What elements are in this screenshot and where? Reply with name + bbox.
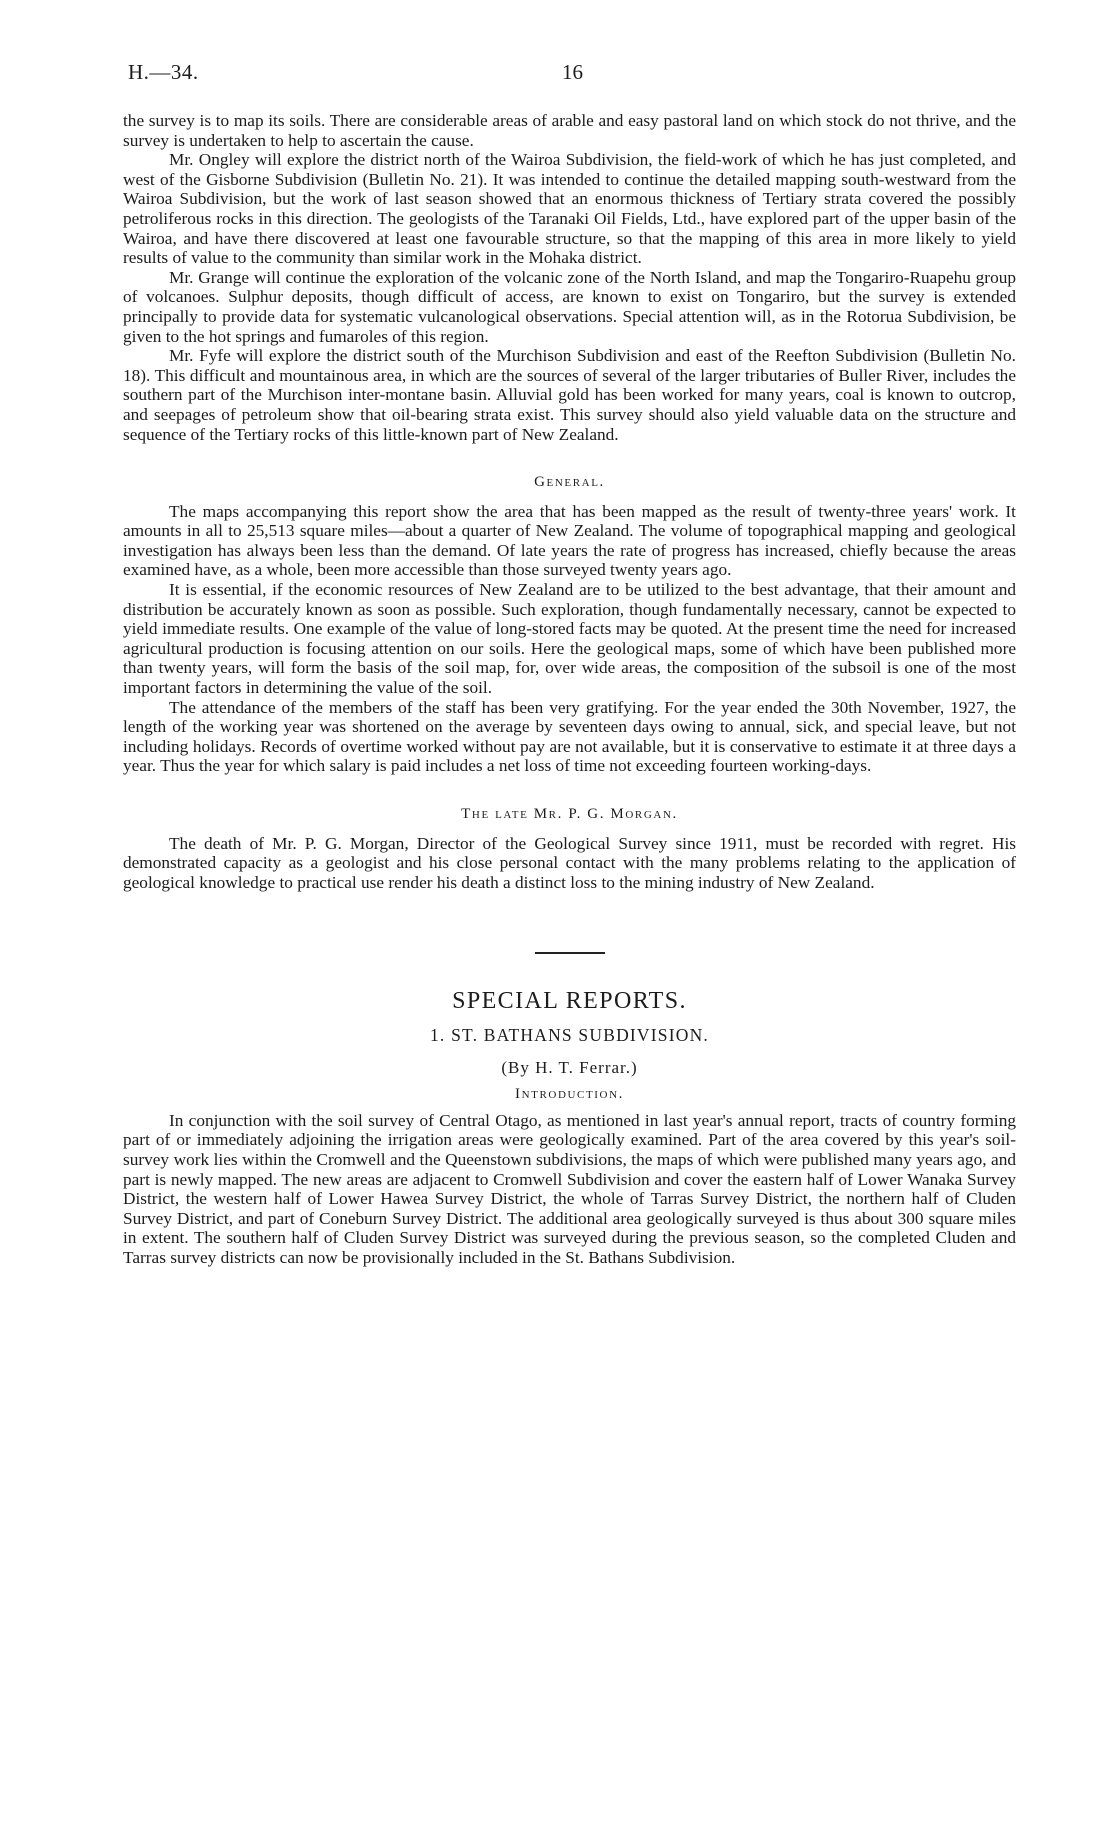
paragraph-introduction: In conjunction with the soil survey of Central Otago, as mentioned in last year's annual report, tracts of country forming part of or immediately adjoining the irrigation areas were geologically examined. Part of the area covered by this year's soil-survey work lies within the Cromwell and the Queenstown subdivisions, the maps of which were published many years ago, and part is newly mapped. The new areas are adjacent to Cromwell Subdivision and cover the eastern half of Lower Wanaka Survey District, the western half of Lower Hawea Survey District, the whole of Tarras Survey District, the northern half of Cluden Survey District, and part of Coneburn Survey District. The additional area geologically surveyed is thus about 300 square miles in extent. The southern half of Cluden Survey District was surveyed during the previous season, so the completed Cluden and Tarras survey districts can now be provisionally included in the St. Bathans Subdivision. xyxy=(123,1110,1016,1267)
special-reports-title: SPECIAL REPORTS. xyxy=(452,988,687,1015)
section-divider xyxy=(535,952,605,954)
page-header xyxy=(128,60,1004,90)
section-heading-general: General. xyxy=(534,474,605,491)
report-reference: H.—34. xyxy=(128,60,199,84)
paragraph-fyfe: Mr. Fyfe will explore the district south of the Murchison Subdivision and east of the Reefton Subdivision (Bulletin No. 18). This difficult and mountainous area, in which are the sources of several of the larger tributaries of Buller River, includes the southern part of the Murchison inter-montane basin. Alluvial gold has been worked for many years, coal is known to outcrop, and seepages of petroleum show that oil-bearing strata exist. This survey should also yield valuable data on the structure and sequence of the Tertiary rocks of this little-known part of New Zealand. xyxy=(123,346,1016,444)
subdivision-title: 1. ST. BATHANS SUBDIVISION. xyxy=(429,1024,710,1045)
paragraph-general-maps: The maps accompanying this report show the area that has been mapped as the result of twenty-three years' work. It amounts in all to 25,513 square miles—about a quarter of New Zealand. The volume of topographical mapping and geological investigation has always been less than the demand. Of late years the rate of progress has increased, chiefly because the areas examined have, as a whole, been more accessible than those surveyed twenty years ago. xyxy=(123,501,1016,580)
paragraph-survey-soils: the survey is to map its soils. There are considerable areas of arable and easy pastoral land on which stock do not thrive, and the survey is undertaken to help to ascertain the cause. xyxy=(123,111,1016,150)
paragraph-general-attendance: The attendance of the members of the staff has been very gratifying. For the year ended the 30th November, 1927, the length of the working year was shortened on the average by seventeen days owing to annual, sick, and special leave, but not including holidays. Records of overtime worked without pay are not available, but it is conservative to estimate it at three days a year. Thus the year for which salary is paid includes a net loss of time not exceeding fourteen working-days. xyxy=(123,697,1016,776)
section-heading-late-morgan: The late Mr. P. G. Morgan. xyxy=(461,806,678,822)
page-body xyxy=(123,111,1016,1268)
report-author: (By H. T. Ferrar.) xyxy=(501,1057,638,1077)
introduction-heading: Introduction. xyxy=(515,1086,624,1103)
paragraph-general-resources: It is essential, if the economic resources of New Zealand are to be utilized to the best advantage, that their amount and distribution be accurately known as soon as possible. Such exploration, though fundamentally necessary, cannot be expected to yield immediate results. One example of the value of long-stored facts may be quoted. At the present time the need for increased agricultural production is focusing attention on our soils. Here the geological maps, some of which have been published more than twenty years, will form the basis of the soil map, for, over wide areas, the composition of the subsoil is one of the most important factors in determining the value of the soil. xyxy=(123,580,1016,698)
page-number: 16 xyxy=(562,60,583,84)
paragraph-morgan: The death of Mr. P. G. Morgan, Director of the Geological Survey since 1911, must be recorded with regret. His demonstrated capacity as a geologist and his close personal contact with the many problems relating to the application of geological knowledge to practical use render his death a distinct loss to the mining industry of New Zealand. xyxy=(123,833,1016,892)
paragraph-grange: Mr. Grange will continue the exploration of the volcanic zone of the North Island, and map the Tongariro-Ruapehu group of volcanoes. Sulphur deposits, though difficult of access, are known to exist on Tongariro, but the survey is extended principally to provide data for systematic vulcanological observations. Special attention will, as in the Rotorua Subdivision, be given to the hot springs and fumaroles of this region. xyxy=(123,267,1016,346)
paragraph-ongley: Mr. Ongley will explore the district north of the Wairoa Subdivision, the field-work of which he has just completed, and west of the Gisborne Subdivision (Bulletin No. 21). It was intended to continue the detailed mapping south-westward from the Wairoa Subdivision, but the work of last season showed that an enormous thickness of Tertiary strata covered the possibly petroliferous rocks in this direction. The geologists of the Taranaki Oil Fields, Ltd., have explored part of the upper basin of the Wairoa, and have there discovered at least one favourable structure, so that the mapping of this area in more likely to yield results of value to the community than similar work in the Mohaka district. xyxy=(123,150,1016,268)
